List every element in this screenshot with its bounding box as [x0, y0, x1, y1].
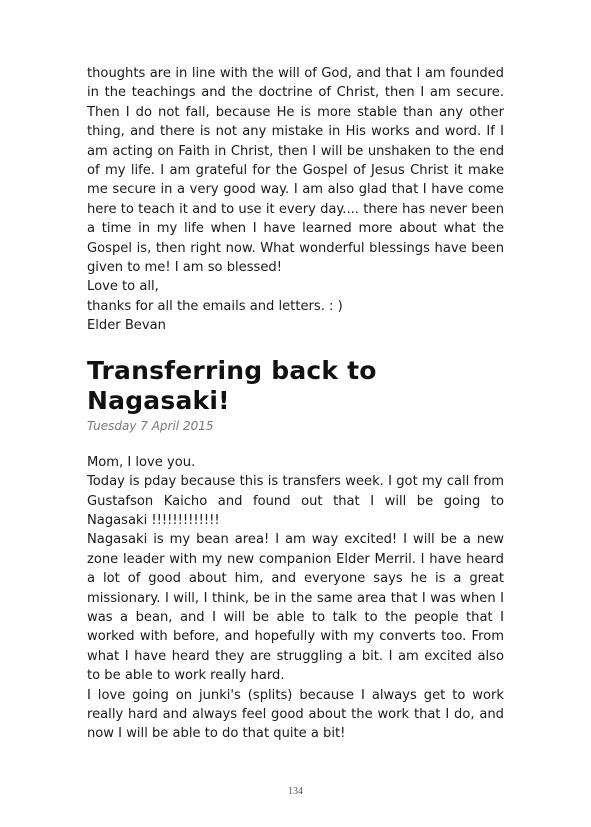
post-paragraph: Nagasaki is my bean area! I am way excited! I will be a new zone leader with my new companion Elder Merril. I have heard a lot of good about him, and everyone says he is a great missionary. I will, I think, be in the same area that I was when I was a bean, and I will be able to talk to the people that I worked with before, and hopefully with my converts too. From what I have heard they are struggling a bit. I am excited also to be able to work really hard.: [87, 532, 504, 684]
post-title: Transferring back to Nagasaki!: [87, 355, 377, 416]
page-number: 134: [288, 786, 303, 797]
spacer: [87, 434, 504, 453]
thanks-line: thanks for all the emails and letters. : ): [87, 298, 343, 314]
post-date: Tuesday 7 April 2015: [87, 418, 214, 433]
greeting-line: Mom, I love you.: [87, 454, 196, 470]
page-body: [87, 64, 504, 744]
closing-line: Love to all,: [87, 279, 159, 295]
post-paragraph: I love going on junki's (splits) because I always get to work really hard and always feel good about the work that I do, and now I will be able to do that quite a bit!: [87, 687, 504, 742]
signature: Elder Bevan: [87, 318, 166, 334]
continuation-paragraph: thoughts are in line with the will of God, and that I am founded in the teachings and the doctrine of Christ, then I am secure. Then I do not fall, because He is more stable than any other thing, and there is not any mistake in His works and word. If I am acting on Faith in Christ, then I will be unshaken to the end of my life. I am grateful for the Gospel of Jesus Christ it make me secure in a very good way. I am also glad that I have come here to teach it and to use it every day.... there has never been a time in my life when I have learned more about what the Gospel is, then right now. What wonderful blessings have been given to me! I am so blessed!: [87, 66, 504, 276]
post-paragraph: Today is pday because this is transfers week. I got my call from Gustafson Kaicho and found out that I will be going to Nagasaki !!!!!!!!!!!!!: [87, 474, 504, 528]
